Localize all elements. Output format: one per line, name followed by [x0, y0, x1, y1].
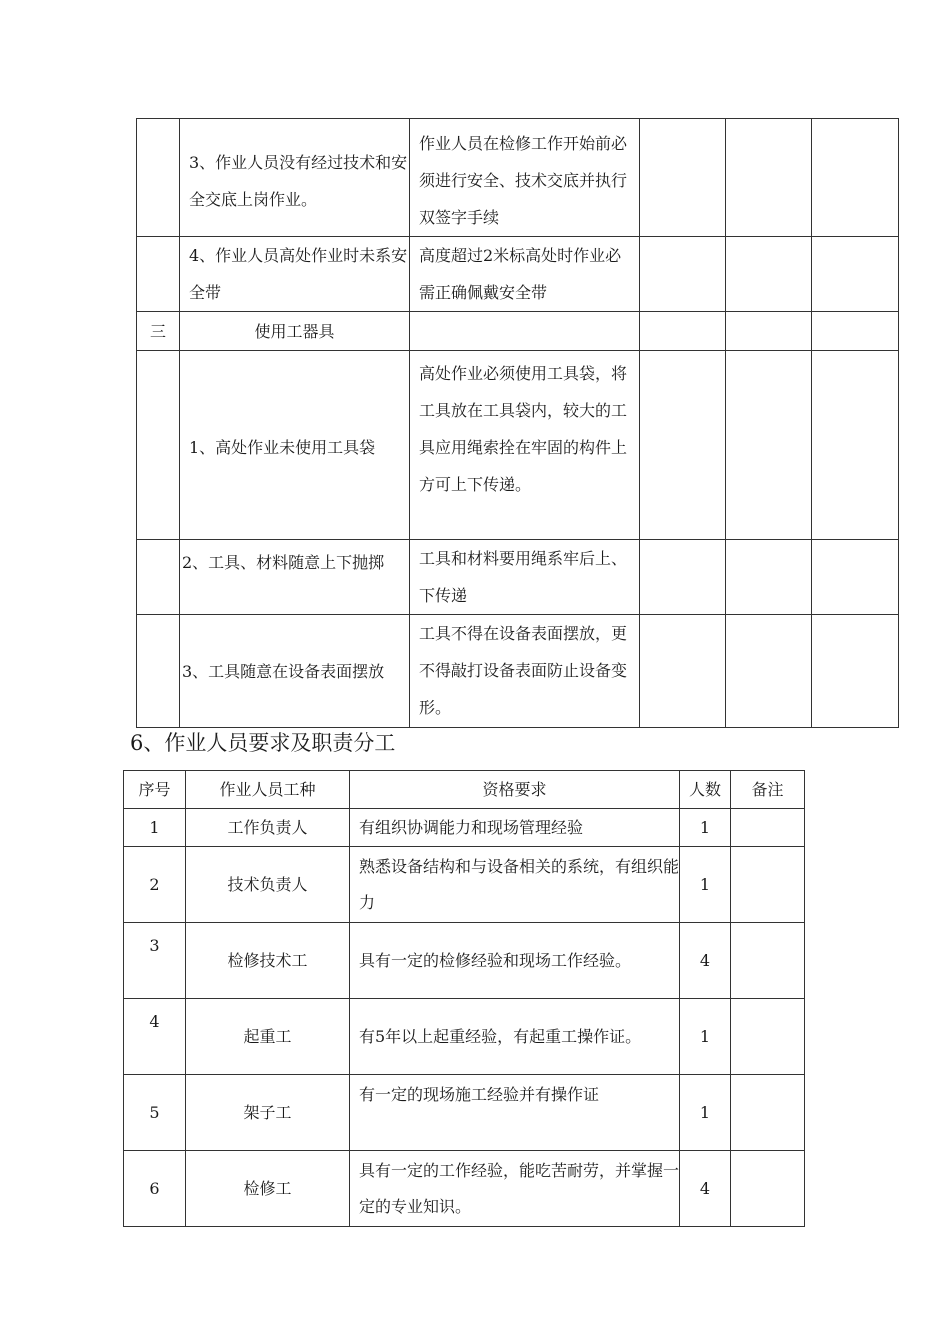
type-cell: 检修技术工 — [186, 923, 350, 999]
table-row — [137, 237, 899, 312]
hazard-cell: 使用工器具 — [180, 312, 410, 351]
req-cell: 有组织协调能力和现场管理经验 — [350, 809, 680, 847]
seq-cell — [137, 237, 180, 312]
header-note: 备注 — [731, 771, 805, 809]
seq-cell: 1 — [124, 809, 186, 847]
seq-cell: 5 — [124, 1075, 186, 1151]
header-seq: 序号 — [124, 771, 186, 809]
empty-cell — [812, 119, 899, 237]
seq-cell: 三 — [137, 312, 180, 351]
table-row — [137, 351, 899, 540]
empty-cell — [726, 119, 812, 237]
empty-cell — [812, 540, 899, 615]
measure-cell: 高处作业必须使用工具袋，将工具放在工具袋内，较大的工具应用绳索拴在牢固的构件上方可上下传递。 — [410, 351, 640, 540]
type-cell: 架子工 — [186, 1075, 350, 1151]
header-req: 资格要求 — [350, 771, 680, 809]
measure-cell: 工具不得在设备表面摆放，更不得敲打设备表面防止设备变形。 — [410, 615, 640, 728]
measure-cell: 作业人员在检修工作开始前必须进行安全、技术交底并执行双签字手续 — [410, 119, 640, 237]
header-count: 人数 — [680, 771, 731, 809]
type-cell: 检修工 — [186, 1151, 350, 1227]
table-row — [137, 540, 899, 615]
req-cell: 具有一定的检修经验和现场工作经验。 — [350, 923, 680, 999]
count-cell: 4 — [680, 1151, 731, 1227]
table-header-row — [124, 771, 805, 809]
hazard-cell: 3、作业人员没有经过技术和安全交底上岗作业。 — [180, 119, 410, 237]
table-row — [124, 1075, 805, 1151]
type-cell: 技术负责人 — [186, 847, 350, 923]
count-cell: 1 — [680, 809, 731, 847]
empty-cell — [726, 312, 812, 351]
empty-cell — [726, 351, 812, 540]
req-cell: 有5年以上起重经验，有起重工操作证。 — [350, 999, 680, 1075]
note-cell — [731, 1151, 805, 1227]
hazard-cell: 2、工具、材料随意上下抛掷 — [180, 540, 410, 615]
hazard-cell: 1、高处作业未使用工具袋 — [180, 351, 410, 540]
staff-requirements-table — [123, 770, 805, 1227]
table-row — [124, 1151, 805, 1227]
req-cell: 熟悉设备结构和与设备相关的系统，有组织能力 — [350, 847, 680, 923]
seq-cell: 4 — [124, 999, 186, 1075]
type-cell: 起重工 — [186, 999, 350, 1075]
seq-cell: 6 — [124, 1151, 186, 1227]
table-row — [124, 847, 805, 923]
count-cell: 4 — [680, 923, 731, 999]
empty-cell — [726, 615, 812, 728]
empty-cell — [812, 615, 899, 728]
empty-cell — [640, 615, 726, 728]
note-cell — [731, 923, 805, 999]
empty-cell — [726, 540, 812, 615]
measure-cell: 高度超过2米标高处时作业必需正确佩戴安全带 — [410, 237, 640, 312]
seq-cell — [137, 351, 180, 540]
measure-cell: 工具和材料要用绳系牢后上、下传递 — [410, 540, 640, 615]
req-cell: 有一定的现场施工经验并有操作证 — [350, 1075, 680, 1151]
table-row — [124, 809, 805, 847]
table-row — [124, 999, 805, 1075]
req-cell: 具有一定的工作经验，能吃苦耐劳，并掌握一定的专业知识。 — [350, 1151, 680, 1227]
seq-cell: 3 — [124, 923, 186, 999]
empty-cell — [726, 237, 812, 312]
hazard-cell: 3、工具随意在设备表面摆放 — [180, 615, 410, 728]
section-heading: 6、作业人员要求及职责分工 — [130, 731, 396, 755]
table-row — [137, 312, 899, 351]
note-cell — [731, 999, 805, 1075]
table-row — [137, 119, 899, 237]
table-row — [124, 923, 805, 999]
note-cell — [731, 847, 805, 923]
empty-cell — [640, 351, 726, 540]
empty-cell — [812, 237, 899, 312]
measure-cell — [410, 312, 640, 351]
empty-cell — [812, 312, 899, 351]
count-cell: 1 — [680, 1075, 731, 1151]
empty-cell — [812, 351, 899, 540]
empty-cell — [640, 237, 726, 312]
empty-cell — [640, 312, 726, 351]
count-cell: 1 — [680, 847, 731, 923]
empty-cell — [640, 119, 726, 237]
header-type: 作业人员工种 — [186, 771, 350, 809]
seq-cell — [137, 119, 180, 237]
empty-cell — [640, 540, 726, 615]
count-cell: 1 — [680, 999, 731, 1075]
table-row — [137, 615, 899, 728]
seq-cell — [137, 615, 180, 728]
note-cell — [731, 809, 805, 847]
seq-cell: 2 — [124, 847, 186, 923]
seq-cell — [137, 540, 180, 615]
hazard-control-table — [136, 118, 899, 728]
type-cell: 工作负责人 — [186, 809, 350, 847]
note-cell — [731, 1075, 805, 1151]
hazard-cell: 4、作业人员高处作业时未系安全带 — [180, 237, 410, 312]
